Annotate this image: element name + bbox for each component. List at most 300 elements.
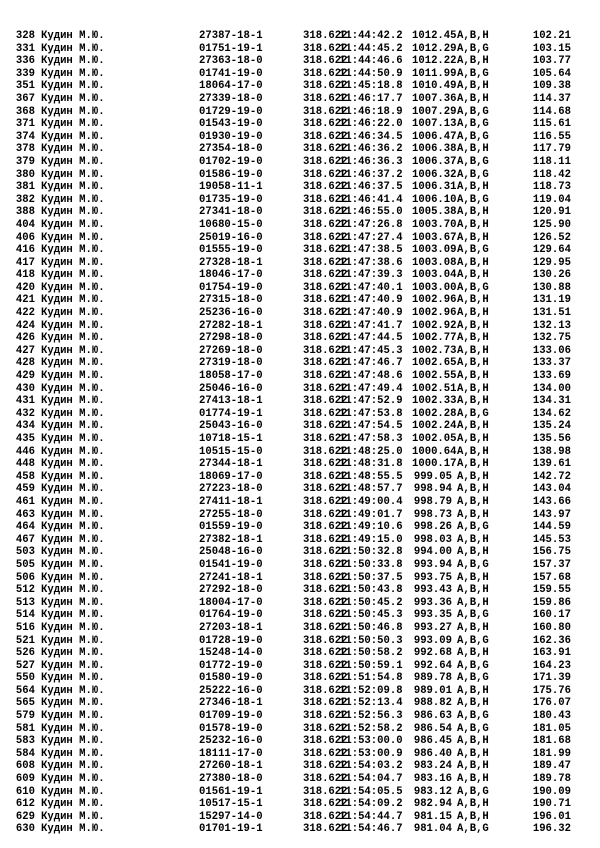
- record-flags: A,B,H: [457, 256, 489, 269]
- record-number: 581: [15, 722, 35, 735]
- record-frequency: 318.622: [303, 433, 348, 445]
- record-name: Кудин М.Ю.: [41, 218, 105, 231]
- record-score: 131.51: [532, 307, 571, 320]
- record-row: [0, 572, 600, 585]
- record-name: Кудин М.Ю.: [41, 193, 105, 206]
- record-code: 01764-19-0: [199, 609, 263, 622]
- record-time: 11:48:31.8: [339, 458, 403, 471]
- record-code: 27319-18-0: [199, 357, 263, 370]
- record-time: 11:45:18.8: [339, 80, 403, 93]
- record-name: Кудин М.Ю.: [41, 307, 105, 320]
- record-time: 11:50:37.5: [339, 571, 403, 584]
- record-time: 11:44:46.6: [339, 55, 403, 68]
- record-flags: A,B,H: [457, 218, 489, 231]
- record-flags: A,B,G: [457, 634, 489, 647]
- record-number: 428: [15, 357, 35, 370]
- record-name: Кудин М.Ю.: [41, 407, 105, 420]
- record-code: 10718-15-1: [199, 433, 263, 445]
- record-value: 1002.92: [412, 319, 457, 332]
- record-code: 18064-17-0: [199, 80, 263, 93]
- record-frequency: 318.622: [303, 621, 348, 634]
- record-time: 11:47:54.5: [339, 420, 403, 433]
- record-row: [0, 697, 600, 710]
- record-score: 119.04: [532, 193, 571, 206]
- record-row: [0, 55, 600, 68]
- record-name: Кудин М.Ю.: [41, 30, 105, 42]
- record-time: 11:49:00.4: [339, 495, 403, 508]
- record-name: Кудин М.Ю.: [41, 67, 105, 80]
- record-frequency: 318.622: [303, 508, 348, 521]
- record-time: 11:47:48.6: [339, 370, 403, 383]
- record-score: 132.75: [532, 332, 571, 345]
- record-flags: A,B,H: [457, 307, 489, 320]
- record-flags: A,B,H: [457, 370, 489, 383]
- record-score: 135.24: [532, 420, 571, 433]
- record-flags: A,B,G: [457, 672, 489, 685]
- record-name: Кудин М.Ю.: [41, 558, 105, 571]
- record-flags: A,B,H: [457, 773, 489, 786]
- record-name: Кудин М.Ю.: [41, 168, 105, 181]
- record-name: Кудин М.Ю.: [41, 470, 105, 483]
- record-number: 514: [15, 609, 35, 622]
- record-name: Кудин М.Ю.: [41, 395, 105, 408]
- record-row: [0, 748, 600, 761]
- record-row: [0, 609, 600, 622]
- record-name: Кудин М.Ю.: [41, 118, 105, 131]
- record-time: 11:52:13.4: [339, 697, 403, 710]
- record-row: [0, 332, 600, 345]
- record-row: [0, 647, 600, 660]
- record-flags: A,B,G: [457, 722, 489, 735]
- record-row: [0, 169, 600, 182]
- record-value: 989.01: [413, 684, 452, 697]
- record-frequency: 318.622: [303, 193, 348, 206]
- record-score: 134.00: [532, 382, 571, 395]
- record-number: 564: [15, 684, 35, 697]
- record-flags: A,B,H: [457, 231, 489, 244]
- record-flags: A,B,H: [457, 495, 489, 508]
- record-name: Кудин М.Ю.: [41, 357, 105, 370]
- record-score: 138.98: [532, 445, 571, 458]
- record-frequency: 318.622: [303, 760, 348, 773]
- record-row: [0, 383, 600, 396]
- record-flags: A,B,H: [457, 319, 489, 332]
- record-code: 27203-18-1: [199, 621, 263, 634]
- record-code: 25048-16-0: [199, 546, 263, 559]
- record-number: 382: [15, 193, 35, 206]
- record-code: 18058-17-0: [199, 370, 263, 383]
- record-value: 983.12: [413, 785, 452, 798]
- record-frequency: 318.622: [303, 470, 348, 483]
- record-score: 134.62: [532, 407, 571, 420]
- record-value: 1006.10: [412, 193, 457, 206]
- record-time: 11:47:27.4: [339, 231, 403, 244]
- record-score: 130.26: [532, 269, 571, 282]
- record-flags: A,B,G: [457, 281, 489, 294]
- record-number: 435: [15, 433, 35, 445]
- record-code: 27341-18-0: [199, 206, 263, 219]
- record-row: [0, 269, 600, 282]
- record-name: Кудин М.Ю.: [41, 420, 105, 433]
- record-value: 998.03: [413, 533, 452, 546]
- record-row: [0, 194, 600, 207]
- record-frequency: 318.622: [303, 483, 348, 496]
- record-row: [0, 420, 600, 433]
- record-value: 994.00: [413, 546, 452, 559]
- record-flags: A,B,G: [457, 521, 489, 534]
- record-flags: A,B,G: [457, 659, 489, 672]
- record-flags: A,B,H: [457, 395, 489, 408]
- record-value: 986.54: [413, 722, 452, 735]
- record-code: 25043-16-0: [199, 420, 263, 433]
- record-frequency: 318.622: [303, 143, 348, 156]
- record-score: 116.55: [532, 130, 571, 143]
- record-score: 145.53: [532, 533, 571, 546]
- record-value: 986.40: [413, 747, 452, 760]
- record-frequency: 318.622: [303, 634, 348, 647]
- record-flags: A,B,H: [457, 357, 489, 370]
- record-value: 989.78: [413, 672, 452, 685]
- record-frequency: 318.622: [303, 206, 348, 219]
- record-name: Кудин М.Ю.: [41, 810, 105, 823]
- record-name: Кудин М.Ю.: [41, 609, 105, 622]
- record-number: 431: [15, 395, 35, 408]
- record-score: 118.42: [532, 168, 571, 181]
- record-number: 608: [15, 760, 35, 773]
- record-code: 18069-17-0: [199, 470, 263, 483]
- record-name: Кудин М.Ю.: [41, 634, 105, 647]
- record-row: [0, 773, 600, 786]
- record-flags: A,B,H: [457, 382, 489, 395]
- record-name: Кудин М.Ю.: [41, 546, 105, 559]
- record-code: 27328-18-1: [199, 256, 263, 269]
- record-flags: A,B,G: [457, 168, 489, 181]
- record-time: 11:47:38.6: [339, 256, 403, 269]
- record-flags: A,B,G: [457, 193, 489, 206]
- record-number: 521: [15, 634, 35, 647]
- record-code: 01580-19-0: [199, 672, 263, 685]
- record-score: 135.56: [532, 433, 571, 445]
- record-name: Кудин М.Ю.: [41, 483, 105, 496]
- record-score: 120.91: [532, 206, 571, 219]
- record-number: 331: [15, 42, 35, 55]
- record-number: 463: [15, 508, 35, 521]
- record-value: 1002.33: [412, 395, 457, 408]
- record-score: 160.80: [532, 621, 571, 634]
- record-number: 381: [15, 181, 35, 194]
- record-flags: A,B,H: [457, 483, 489, 496]
- record-time: 11:50:58.2: [339, 647, 403, 660]
- record-name: Кудин М.Ю.: [41, 155, 105, 168]
- record-value: 1012.22: [412, 55, 457, 68]
- record-score: 176.07: [532, 697, 571, 710]
- record-name: Кудин М.Ю.: [41, 647, 105, 660]
- record-name: Кудин М.Ю.: [41, 722, 105, 735]
- record-score: 164.23: [532, 659, 571, 672]
- record-value: 999.05: [413, 470, 452, 483]
- record-frequency: 318.622: [303, 357, 348, 370]
- record-row: [0, 181, 600, 194]
- record-frequency: 318.622: [303, 218, 348, 231]
- record-time: 11:50:45.3: [339, 609, 403, 622]
- record-name: Кудин М.Ю.: [41, 281, 105, 294]
- record-frequency: 318.622: [303, 281, 348, 294]
- record-number: 430: [15, 382, 35, 395]
- record-score: 143.97: [532, 508, 571, 521]
- record-score: 160.17: [532, 609, 571, 622]
- record-row: [0, 597, 600, 610]
- record-value: 1010.49: [412, 80, 457, 93]
- record-frequency: 318.622: [303, 55, 348, 68]
- record-value: 1002.05: [412, 433, 457, 445]
- record-code: 01754-19-0: [199, 281, 263, 294]
- record-flags: A,B,H: [457, 647, 489, 660]
- record-name: Кудин М.Ю.: [41, 672, 105, 685]
- record-frequency: 318.622: [303, 344, 348, 357]
- record-number: 434: [15, 420, 35, 433]
- record-time: 11:46:22.0: [339, 118, 403, 131]
- record-code: 25046-16-0: [199, 382, 263, 395]
- record-number: 328: [15, 30, 35, 42]
- record-row: [0, 471, 600, 484]
- record-row: [0, 546, 600, 559]
- record-code: 01541-19-0: [199, 558, 263, 571]
- record-row: [0, 118, 600, 131]
- record-row: [0, 496, 600, 509]
- record-time: 11:47:53.8: [339, 407, 403, 420]
- record-score: 162.36: [532, 634, 571, 647]
- record-score: 130.88: [532, 281, 571, 294]
- record-name: Кудин М.Ю.: [41, 760, 105, 773]
- record-time: 11:46:34.5: [339, 130, 403, 143]
- record-name: Кудин М.Ю.: [41, 798, 105, 811]
- record-frequency: 318.622: [303, 319, 348, 332]
- record-number: 565: [15, 697, 35, 710]
- record-flags: A,B,G: [457, 558, 489, 571]
- record-frequency: 318.622: [303, 420, 348, 433]
- record-number: 388: [15, 206, 35, 219]
- record-code: 27363-18-0: [199, 55, 263, 68]
- record-frequency: 318.622: [303, 130, 348, 143]
- record-name: Кудин М.Ю.: [41, 584, 105, 597]
- record-score: 190.71: [532, 798, 571, 811]
- record-row: [0, 80, 600, 93]
- record-score: 118.11: [532, 155, 571, 168]
- record-score: 142.72: [532, 470, 571, 483]
- record-flags: A,B,G: [457, 244, 489, 257]
- record-frequency: 318.622: [303, 647, 348, 660]
- record-frequency: 318.622: [303, 294, 348, 307]
- record-number: 380: [15, 168, 35, 181]
- record-row: [0, 509, 600, 522]
- record-frequency: 318.622: [303, 458, 348, 471]
- record-frequency: 318.622: [303, 67, 348, 80]
- record-value: 998.73: [413, 508, 452, 521]
- record-code: 01729-19-0: [199, 105, 263, 118]
- record-score: 189.78: [532, 773, 571, 786]
- record-name: Кудин М.Ю.: [41, 684, 105, 697]
- record-name: Кудин М.Ю.: [41, 42, 105, 55]
- record-code: 01709-19-0: [199, 710, 263, 723]
- record-row: [0, 143, 600, 156]
- record-number: 584: [15, 747, 35, 760]
- record-frequency: 318.622: [303, 105, 348, 118]
- record-frequency: 318.622: [303, 722, 348, 735]
- record-number: 368: [15, 105, 35, 118]
- record-code: 27387-18-1: [199, 30, 263, 42]
- record-frequency: 318.622: [303, 785, 348, 798]
- record-score: 114.37: [532, 92, 571, 105]
- record-value: 1006.37: [412, 155, 457, 168]
- record-flags: A,B,H: [457, 546, 489, 559]
- record-value: 1012.29: [412, 42, 457, 55]
- record-time: 11:46:55.0: [339, 206, 403, 219]
- record-score: 105.64: [532, 67, 571, 80]
- record-value: 1000.17: [412, 458, 457, 471]
- record-frequency: 318.622: [303, 684, 348, 697]
- record-code: 27298-18-0: [199, 332, 263, 345]
- record-row: [0, 735, 600, 748]
- record-name: Кудин М.Ю.: [41, 458, 105, 471]
- record-time: 11:46:17.7: [339, 92, 403, 105]
- record-frequency: 318.622: [303, 735, 348, 748]
- record-score: 139.61: [532, 458, 571, 471]
- record-score: 175.76: [532, 684, 571, 697]
- record-row: [0, 811, 600, 824]
- record-code: 01751-19-1: [199, 42, 263, 55]
- record-row: [0, 219, 600, 232]
- record-row: [0, 760, 600, 773]
- record-name: Кудин М.Ю.: [41, 344, 105, 357]
- record-time: 11:46:36.2: [339, 143, 403, 156]
- record-flags: A,B,G: [457, 710, 489, 723]
- record-score: 125.90: [532, 218, 571, 231]
- record-value: 993.36: [413, 596, 452, 609]
- record-name: Кудин М.Ю.: [41, 445, 105, 458]
- record-value: 1006.31: [412, 181, 457, 194]
- record-time: 11:47:41.7: [339, 319, 403, 332]
- record-flags: A,B,G: [457, 155, 489, 168]
- record-code: 01586-19-0: [199, 168, 263, 181]
- record-time: 11:47:44.5: [339, 332, 403, 345]
- record-name: Кудин М.Ю.: [41, 92, 105, 105]
- record-flags: A,B,H: [457, 420, 489, 433]
- record-value: 992.68: [413, 647, 452, 660]
- record-value: 1002.65: [412, 357, 457, 370]
- record-name: Кудин М.Ю.: [41, 80, 105, 93]
- record-time: 11:50:45.2: [339, 596, 403, 609]
- record-code: 10680-15-0: [199, 218, 263, 231]
- record-time: 11:52:56.3: [339, 710, 403, 723]
- record-flags: A,B,H: [457, 684, 489, 697]
- record-code: 18111-17-0: [199, 747, 263, 760]
- record-name: Кудин М.Ю.: [41, 710, 105, 723]
- record-time: 11:47:26.8: [339, 218, 403, 231]
- record-value: 982.94: [413, 798, 452, 811]
- record-value: 1000.64: [412, 445, 457, 458]
- record-row: [0, 206, 600, 219]
- record-value: 1002.24: [412, 420, 457, 433]
- record-number: 527: [15, 659, 35, 672]
- record-code: 15297-14-0: [199, 810, 263, 823]
- record-flags: A,B,H: [457, 760, 489, 773]
- record-row: [0, 483, 600, 496]
- record-time: 11:50:50.3: [339, 634, 403, 647]
- record-flags: A,B,G: [457, 609, 489, 622]
- record-value: 988.82: [413, 697, 452, 710]
- record-score: 196.32: [532, 823, 571, 836]
- record-row: [0, 232, 600, 245]
- record-row: [0, 370, 600, 383]
- record-score: 103.77: [532, 55, 571, 68]
- record-time: 11:54:09.2: [339, 798, 403, 811]
- record-name: Кудин М.Ю.: [41, 382, 105, 395]
- record-code: 01741-19-0: [199, 67, 263, 80]
- record-value: 998.26: [413, 521, 452, 534]
- record-score: 159.55: [532, 584, 571, 597]
- record-row: [0, 446, 600, 459]
- record-frequency: 318.622: [303, 521, 348, 534]
- record-row: [0, 345, 600, 358]
- record-name: Кудин М.Ю.: [41, 256, 105, 269]
- record-row: [0, 823, 600, 836]
- record-code: 10515-15-0: [199, 445, 263, 458]
- record-frequency: 318.622: [303, 747, 348, 760]
- record-flags: A,B,H: [457, 584, 489, 597]
- record-number: 417: [15, 256, 35, 269]
- record-frequency: 318.622: [303, 558, 348, 571]
- record-listing: [0, 30, 600, 836]
- record-score: 134.31: [532, 395, 571, 408]
- record-frequency: 318.622: [303, 596, 348, 609]
- record-number: 416: [15, 244, 35, 257]
- record-name: Кудин М.Ю.: [41, 130, 105, 143]
- record-name: Кудин М.Ю.: [41, 508, 105, 521]
- record-number: 459: [15, 483, 35, 496]
- record-number: 630: [15, 823, 35, 836]
- record-value: 983.24: [413, 760, 452, 773]
- record-number: 464: [15, 521, 35, 534]
- record-score: 129.64: [532, 244, 571, 257]
- record-number: 421: [15, 294, 35, 307]
- record-frequency: 318.622: [303, 244, 348, 257]
- record-flags: A,B,H: [457, 458, 489, 471]
- record-value: 993.94: [413, 558, 452, 571]
- record-value: 1003.00: [412, 281, 457, 294]
- record-flags: A,B,H: [457, 747, 489, 760]
- record-row: [0, 584, 600, 597]
- record-value: 981.15: [413, 810, 452, 823]
- record-row: [0, 408, 600, 421]
- record-value: 992.64: [413, 659, 452, 672]
- record-score: 181.05: [532, 722, 571, 735]
- record-number: 505: [15, 558, 35, 571]
- record-name: Кудин М.Ю.: [41, 181, 105, 194]
- record-row: [0, 685, 600, 698]
- record-name: Кудин М.Ю.: [41, 55, 105, 68]
- record-name: Кудин М.Ю.: [41, 269, 105, 282]
- record-score: 118.73: [532, 181, 571, 194]
- record-score: 117.79: [532, 143, 571, 156]
- record-score: 115.61: [532, 118, 571, 131]
- record-row: [0, 307, 600, 320]
- record-value: 1002.55: [412, 370, 457, 383]
- record-score: 143.66: [532, 495, 571, 508]
- record-number: 461: [15, 495, 35, 508]
- record-frequency: 318.622: [303, 370, 348, 383]
- record-row: [0, 534, 600, 547]
- record-frequency: 318.622: [303, 672, 348, 685]
